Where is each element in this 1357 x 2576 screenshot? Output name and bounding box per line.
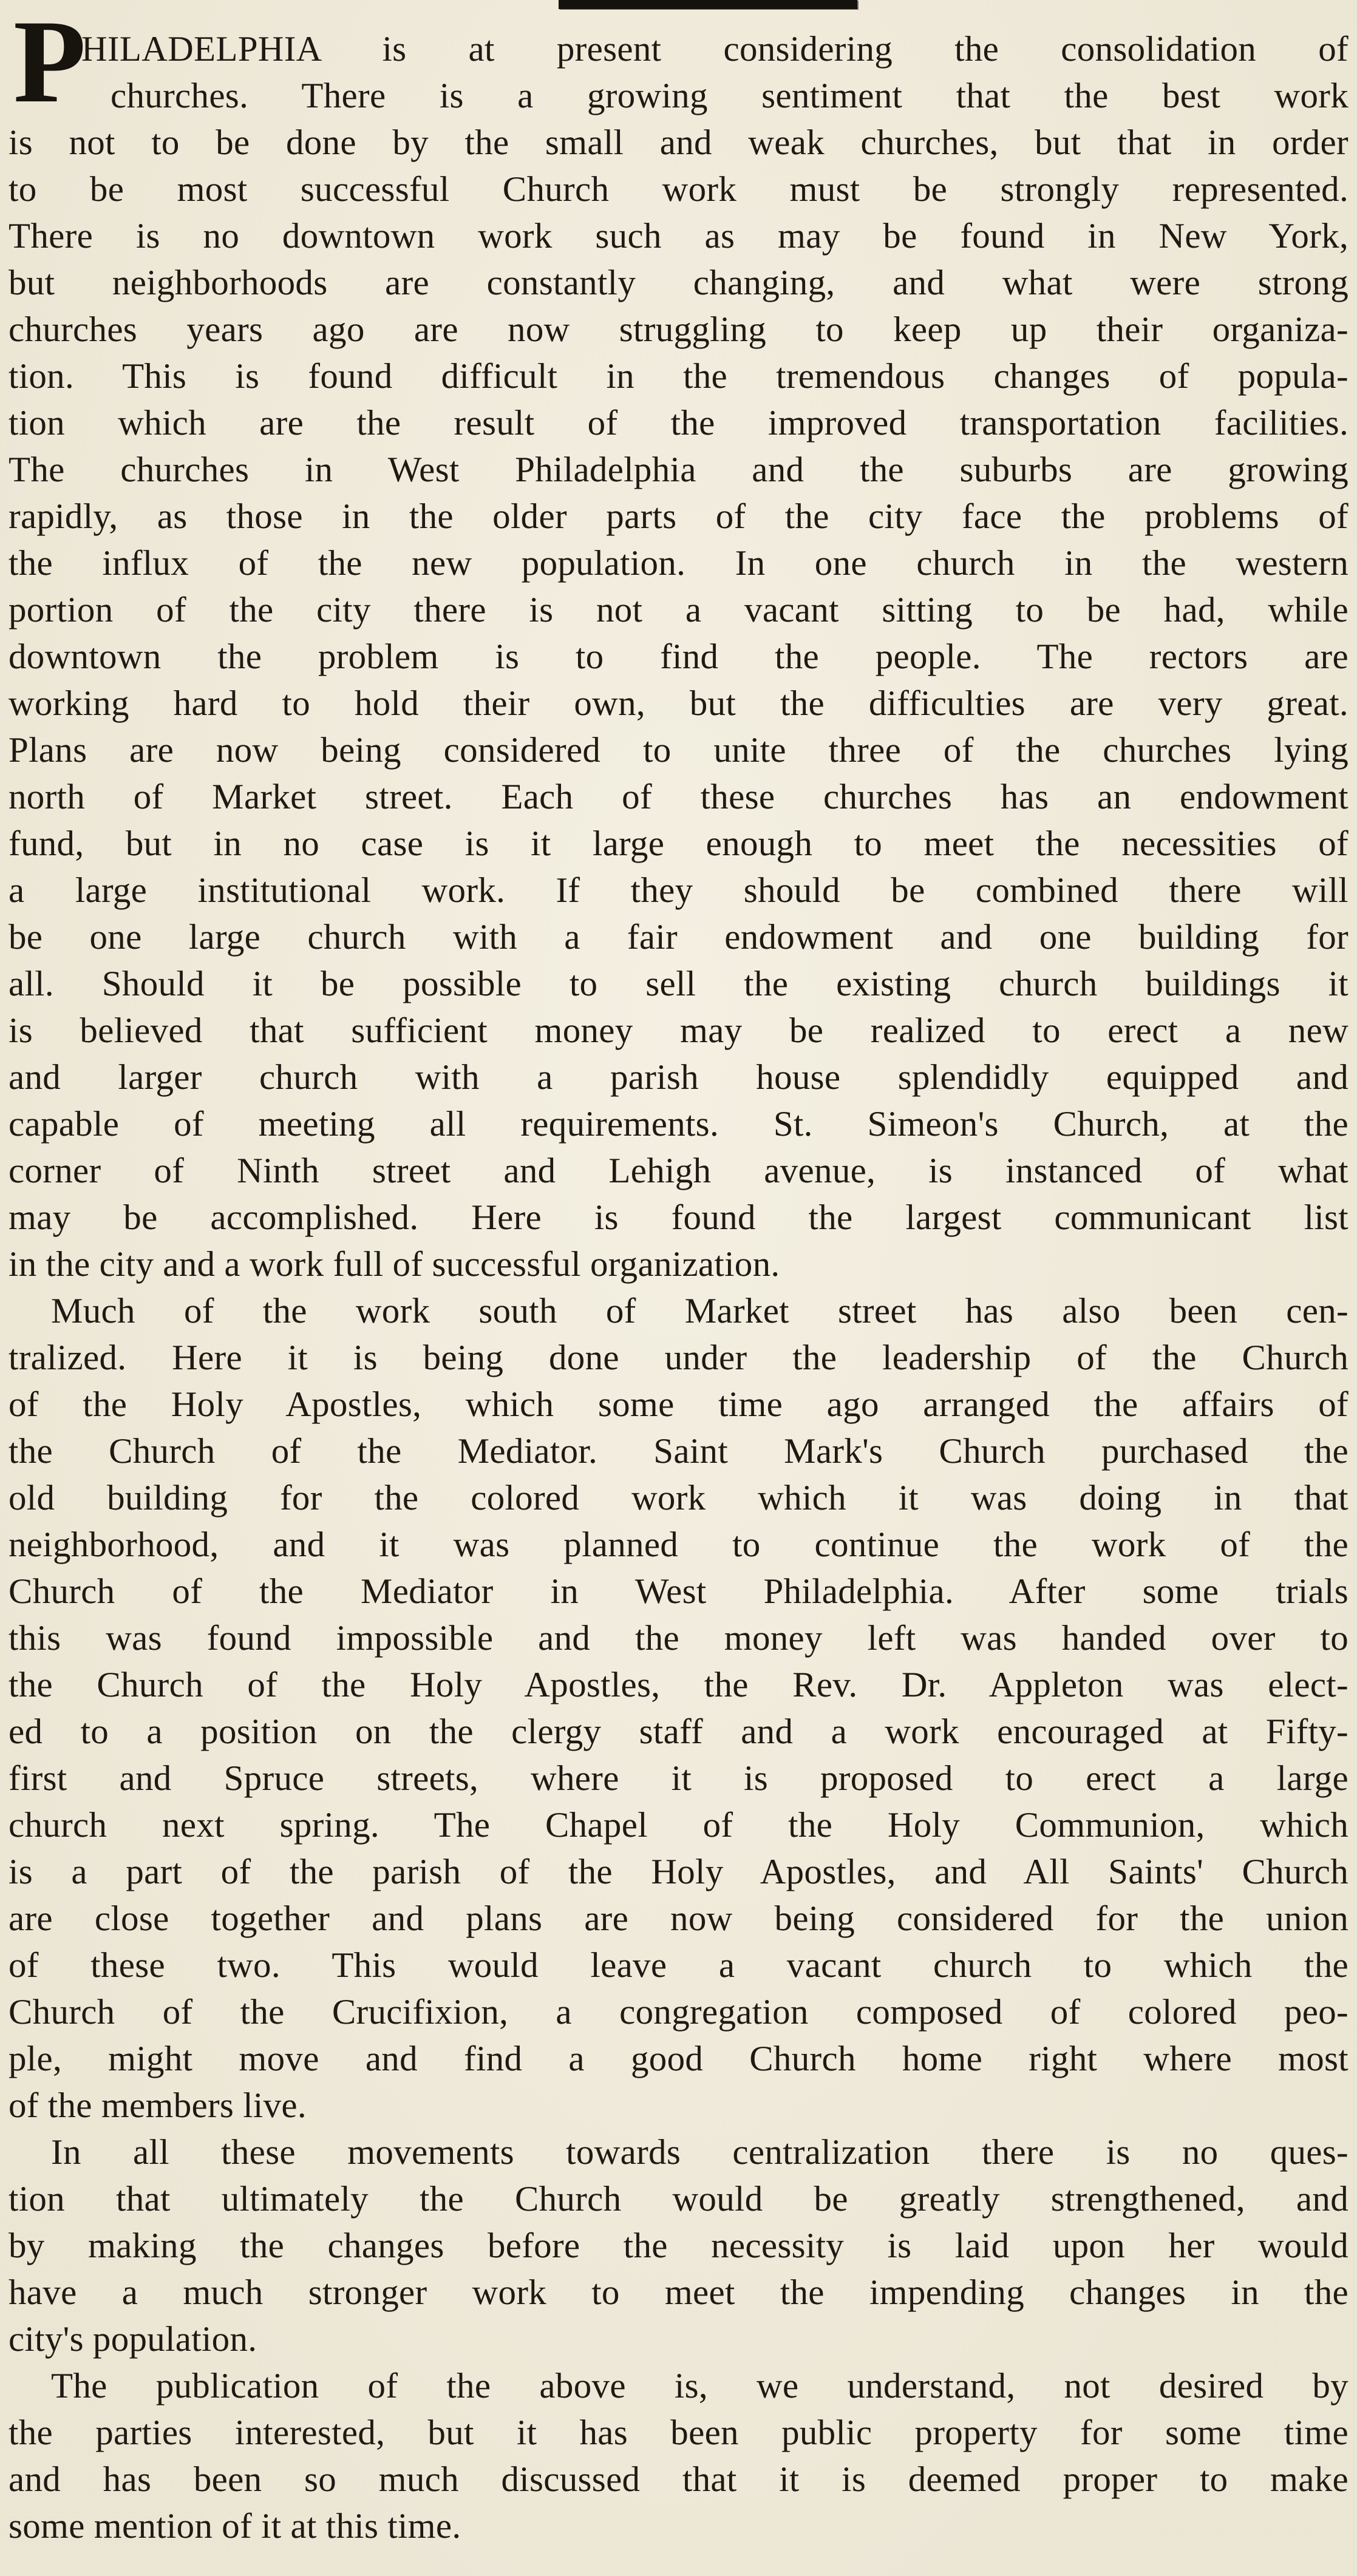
text-line: old building for the colored work which it was doing in that (9, 1477, 1348, 1517)
text-line: first and Spruce streets, where it is proposed to erect a large (9, 1758, 1348, 1798)
text-line: Plans are now being considered to unite three of the churches lying (9, 730, 1348, 770)
text-line: of the Holy Apostles, which some time ago arranged the affairs of (9, 1384, 1348, 1424)
paragraph (9, 2129, 1348, 2362)
text-line: There is no downtown work such as may be found in New York, (9, 215, 1348, 256)
text-line: this was found impossible and the money left was handed over to (9, 1618, 1348, 1658)
paragraph (9, 25, 1348, 1287)
text-line: working hard to hold their own, but the difficulties are very great. (9, 683, 1348, 723)
text-line: capable of meeting all requirements. St. Simeon's Church, at the (9, 1103, 1348, 1144)
text-line: portion of the city there is not a vacant sitting to be had, while (9, 589, 1348, 629)
text-line: ed to a position on the clergy staff and a work encouraged at Fifty- (9, 1711, 1348, 1751)
text-line: fund, but in no case is it large enough to meet the necessities of (9, 823, 1348, 863)
text-line: tion which are the result of the improved transportation facilities. (9, 402, 1348, 442)
text-line: HILADELPHIA is at present considering the consolidation of (81, 29, 1348, 69)
text-line: church next spring. The Chapel of the Holy Communion, which (9, 1805, 1348, 1845)
text-line: tion that ultimately the Church would be greatly strengthened, and (9, 2178, 1348, 2218)
text-line: Church of the Crucifixion, a congregation composed of colored peo- (9, 1991, 1348, 2032)
text-line: corner of Ninth street and Lehigh avenue, is instanced of what (9, 1150, 1348, 1190)
paragraph (9, 1287, 1348, 2129)
text-line: have a much stronger work to meet the impending changes in the (9, 2272, 1348, 2312)
text-line: and has been so much discussed that it is deemed proper to make (9, 2459, 1348, 2499)
drop-cap-initial: P (13, 0, 86, 127)
text-line: ple, might move and find a good Church home right where most (9, 2038, 1348, 2078)
text-line: Church of the Mediator in West Philadelphia. After some trials (9, 1571, 1348, 1611)
text-line: Much of the work south of Market street has also been cen- (51, 1290, 1348, 1330)
text-line: is a part of the parish of the Holy Apostles, and All Saints' Church (9, 1851, 1348, 1891)
text-line: and larger church with a parish house splendidly equipped and (9, 1057, 1348, 1097)
text-line: downtown the problem is to find the people. The rectors are (9, 636, 1348, 676)
text-line: north of Market street. Each of these churches has an endowment (9, 776, 1348, 816)
text-line: rapidly, as those in the older parts of the city face the problems of (9, 496, 1348, 536)
article-body (9, 25, 1348, 2549)
text-line: in the city and a work full of successful organization. (9, 1244, 780, 1284)
text-line: In all these movements towards centralization there is no ques- (51, 2132, 1348, 2172)
text-line: but neighborhoods are constantly changing, and what were strong (9, 262, 1348, 302)
text-line: churches. There is a growing sentiment that the best work (111, 75, 1348, 115)
top-rule-decoration (559, 0, 857, 9)
text-line: neighborhood, and it was planned to continue the work of the (9, 1524, 1348, 1564)
text-line: the Church of the Mediator. Saint Mark's Church purchased the (9, 1431, 1348, 1471)
text-line: of these two. This would leave a vacant church to which the (9, 1945, 1348, 1985)
text-line: the Church of the Holy Apostles, the Rev. Dr. Appleton was elect- (9, 1664, 1348, 1704)
text-line: to be most successful Church work must be strongly represented. (9, 169, 1348, 209)
text-line: of the members live. (9, 2085, 307, 2125)
text-line: The churches in West Philadelphia and the suburbs are growing (9, 449, 1348, 489)
text-line: a large institutional work. If they should be combined there will (9, 870, 1348, 910)
text-line: is believed that sufficient money may be realized to erect a new (9, 1010, 1348, 1050)
text-line: some mention of it at this time. (9, 2506, 461, 2546)
text-line: tralized. Here it is being done under the leadership of the Church (9, 1337, 1348, 1377)
paragraph (9, 2362, 1348, 2549)
text-line: tion. This is found difficult in the tremendous changes of popula- (9, 356, 1348, 396)
text-line: the influx of the new population. In one church in the western (9, 543, 1348, 583)
text-line: city's population. (9, 2319, 257, 2359)
text-line: be one large church with a fair endowment and one building for (9, 917, 1348, 957)
text-line: churches years ago are now struggling to keep up their organiza- (9, 309, 1348, 349)
text-line: The publication of the above is, we understand, not desired by (51, 2365, 1348, 2405)
text-line: are close together and plans are now being considered for the union (9, 1898, 1348, 1938)
text-line: may be accomplished. Here is found the largest communicant list (9, 1197, 1348, 1237)
text-line: the parties interested, but it has been public property for some time (9, 2412, 1348, 2452)
text-line: all. Should it be possible to sell the existing church buildings it (9, 963, 1348, 1003)
text-line: is not to be done by the small and weak churches, but that in order (9, 122, 1348, 162)
text-line: by making the changes before the necessity is laid upon her would (9, 2225, 1348, 2265)
